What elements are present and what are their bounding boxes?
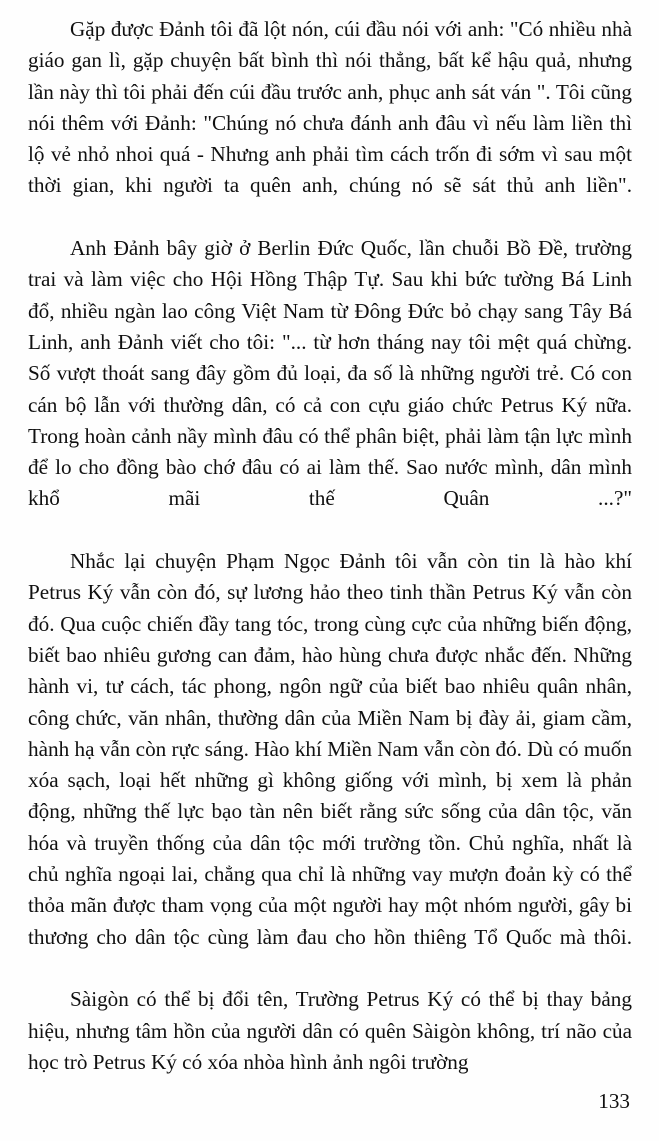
paragraph-3: Nhắc lại chuyện Phạm Ngọc Đảnh tôi vẫn còn tin là hào khí Petrus Ký vẫn còn đó, sự lương hảo theo tinh thần Petrus Ký vẫn còn đó. Qua cuộc chiến đầy tang tóc, trong cùng cực của những biến động, biết bao nhiêu gương can đảm, hào hùng chưa được nhắc đến. Những hành vi, tư cách, tác phong, ngôn ngữ của biết bao nhiêu quân nhân, công chức, văn nhân, thường dân của Miền Nam bị đày ải, giam cầm, hành hạ vẫn còn rực sáng. Hào khí Miền Nam vẫn còn đó. Dù có muốn xóa sạch, loại hết những gì không giống với mình, bị xem là phản động, những thế lực bạo tàn nên biết rằng sức sống của dân tộc, văn hóa và truyền thống của dân tộc mới trường tồn. Chủ nghĩa, nhất là chủ nghĩa ngoại lai, chẳng qua chỉ là những vay mượn đoản kỳ có thể thỏa mãn được tham vọng của một người hay một nhóm người, gây bi thương cho dân tộc cùng làm đau cho hồn thiêng Tổ Quốc mà thôi. bbox=[28, 549, 632, 949]
paragraph-2: Anh Đảnh bây giờ ở Berlin Đức Quốc, lần chuỗi Bồ Đề, trường trai và làm việc cho Hội Hồng Thập Tự. Sau khi bức tường Bá Linh đổ, nhiều ngàn lao công Việt Nam từ Đông Đức bỏ chạy sang Tây Bá Linh, anh Đảnh viết cho tôi: "... từ hơn tháng nay tôi mệt quá chừng. Số vượt thoát sang đây gồm đủ loại, đa số là những người trẻ. Có con cán bộ lẫn với thường dân, có cả con cựu giáo chức Petrus Ký nữa. Trong hoàn cảnh nầy mình đâu có thể phân biệt, phải làm tận lực mình để lo cho đồng bào chớ đâu có ai làm thế. Sao nước mình, dân mình khổ mãi thế Quân ...?" bbox=[28, 236, 632, 511]
page-text-block bbox=[28, 14, 632, 1078]
paragraph-1: Gặp được Đảnh tôi đã lột nón, cúi đầu nói với anh: "Có nhiều nhà giáo gan lì, gặp chuyện bất bình thì nói thẳng, bất kể hậu quả, nhưng lần này thì tôi phải đến cúi đầu trước anh, phục anh sát ván ". Tôi cũng nói thêm với Đảnh: "Chúng nó chưa đánh anh đâu vì nếu làm liền thì lộ vẻ nhỏ nhoi quá - Nhưng anh phải tìm cách trốn đi sớm vì sau một thời gian, khi người ta quên anh, chúng nó sẽ sát thủ anh liền". bbox=[28, 17, 632, 198]
paragraph-4: Sàigòn có thể bị đổi tên, Trường Petrus Ký có thể bị thay bảng hiệu, nhưng tâm hồn của người dân có quên Sàigòn không, trí não của học trò Petrus Ký có xóa nhòa hình ảnh ngôi trường bbox=[28, 987, 632, 1074]
page-number: 133 bbox=[598, 1089, 630, 1113]
